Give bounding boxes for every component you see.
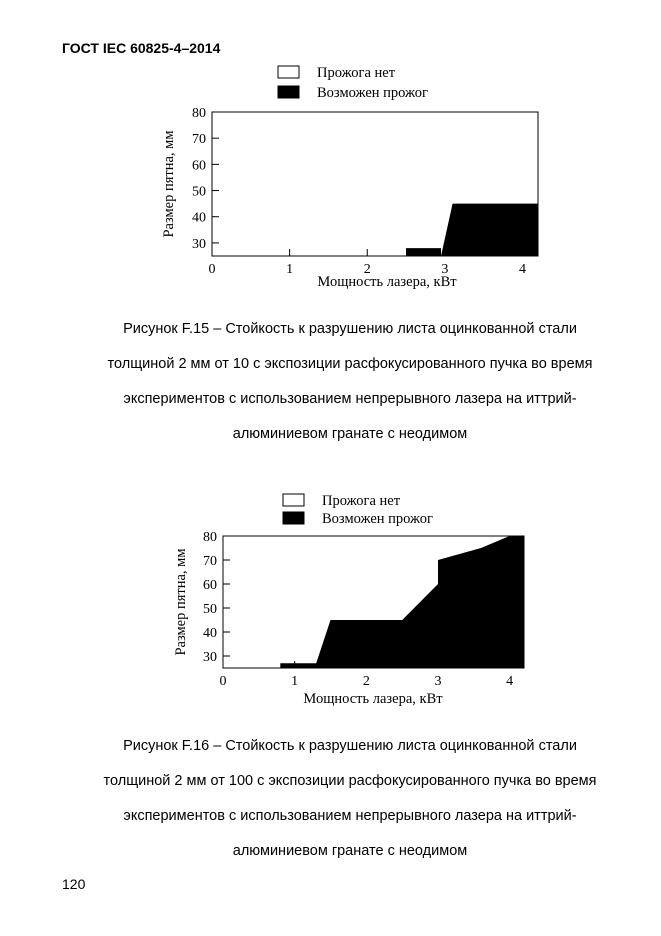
legend-label-no-burn: Прожога нет (317, 65, 396, 81)
x-tick-label: 1 (286, 262, 294, 277)
caption-line: Рисунок F.15 – Стойкость к разрушению листа оцинкованной стали (123, 321, 577, 337)
legend-swatch-no-burn (283, 494, 304, 506)
y-tick-label: 80 (203, 530, 217, 545)
x-axis-label: Мощность лазера, кВт (317, 274, 457, 290)
x-tick-label: 0 (219, 674, 227, 689)
figure-caption-f16 (50, 729, 650, 869)
y-tick-label: 60 (203, 578, 217, 593)
caption-line: толщиной 2 мм от 100 с экспозиции расфокусированного пучка во время (103, 773, 597, 789)
legend-label-burn: Возможен прожог (322, 511, 433, 527)
y-tick-label: 70 (203, 554, 217, 569)
legend-swatch-burn (283, 512, 304, 524)
y-tick-label: 40 (192, 210, 206, 226)
y-tick-label: 60 (192, 158, 206, 174)
caption-line: алюминиевом гранате с неодимом (232, 843, 468, 859)
legend-label-burn: Возможен прожог (317, 85, 428, 101)
x-tick-label: 1 (291, 674, 299, 689)
legend-label-no-burn: Прожога нет (322, 493, 401, 509)
y-tick-label: 30 (192, 236, 206, 252)
caption-line: толщиной 2 мм от 10 с экспозиции расфокусированного пучка во время (107, 356, 593, 372)
x-tick-label: 0 (208, 262, 216, 277)
x-tick-label: 2 (363, 262, 371, 277)
x-tick-label: 3 (434, 674, 442, 689)
caption-line: экспериментов с использованием непрерывного лазера на иттрий- (123, 808, 577, 824)
y-tick-label: 50 (203, 602, 217, 617)
y-axis-label: Размер пятна, мм (173, 548, 189, 656)
x-tick-label: 3 (441, 262, 449, 277)
burn-region-area (280, 536, 524, 668)
x-tick-label: 4 (518, 262, 526, 277)
y-tick-label: 70 (192, 132, 206, 148)
x-tick-label: 4 (506, 674, 514, 689)
y-tick-label: 40 (203, 626, 217, 641)
caption-line: экспериментов с использованием непрерывного лазера на иттрий- (123, 391, 577, 407)
y-tick-label: 50 (192, 184, 206, 200)
y-tick-label: 30 (203, 650, 217, 665)
caption-line: алюминиевом гранате с неодимом (232, 426, 468, 442)
y-axis-label: Размер пятна, мм (161, 130, 177, 238)
y-tick-label: 80 (192, 106, 206, 121)
x-axis-label: Мощность лазера, кВт (303, 691, 443, 707)
x-tick-label: 2 (362, 674, 370, 689)
document-header: ГОСТ IEC 60825-4–2014 (62, 40, 221, 56)
page-number: 120 (62, 876, 86, 892)
caption-line: Рисунок F.16 – Стойкость к разрушению листа оцинкованной стали (123, 738, 577, 754)
